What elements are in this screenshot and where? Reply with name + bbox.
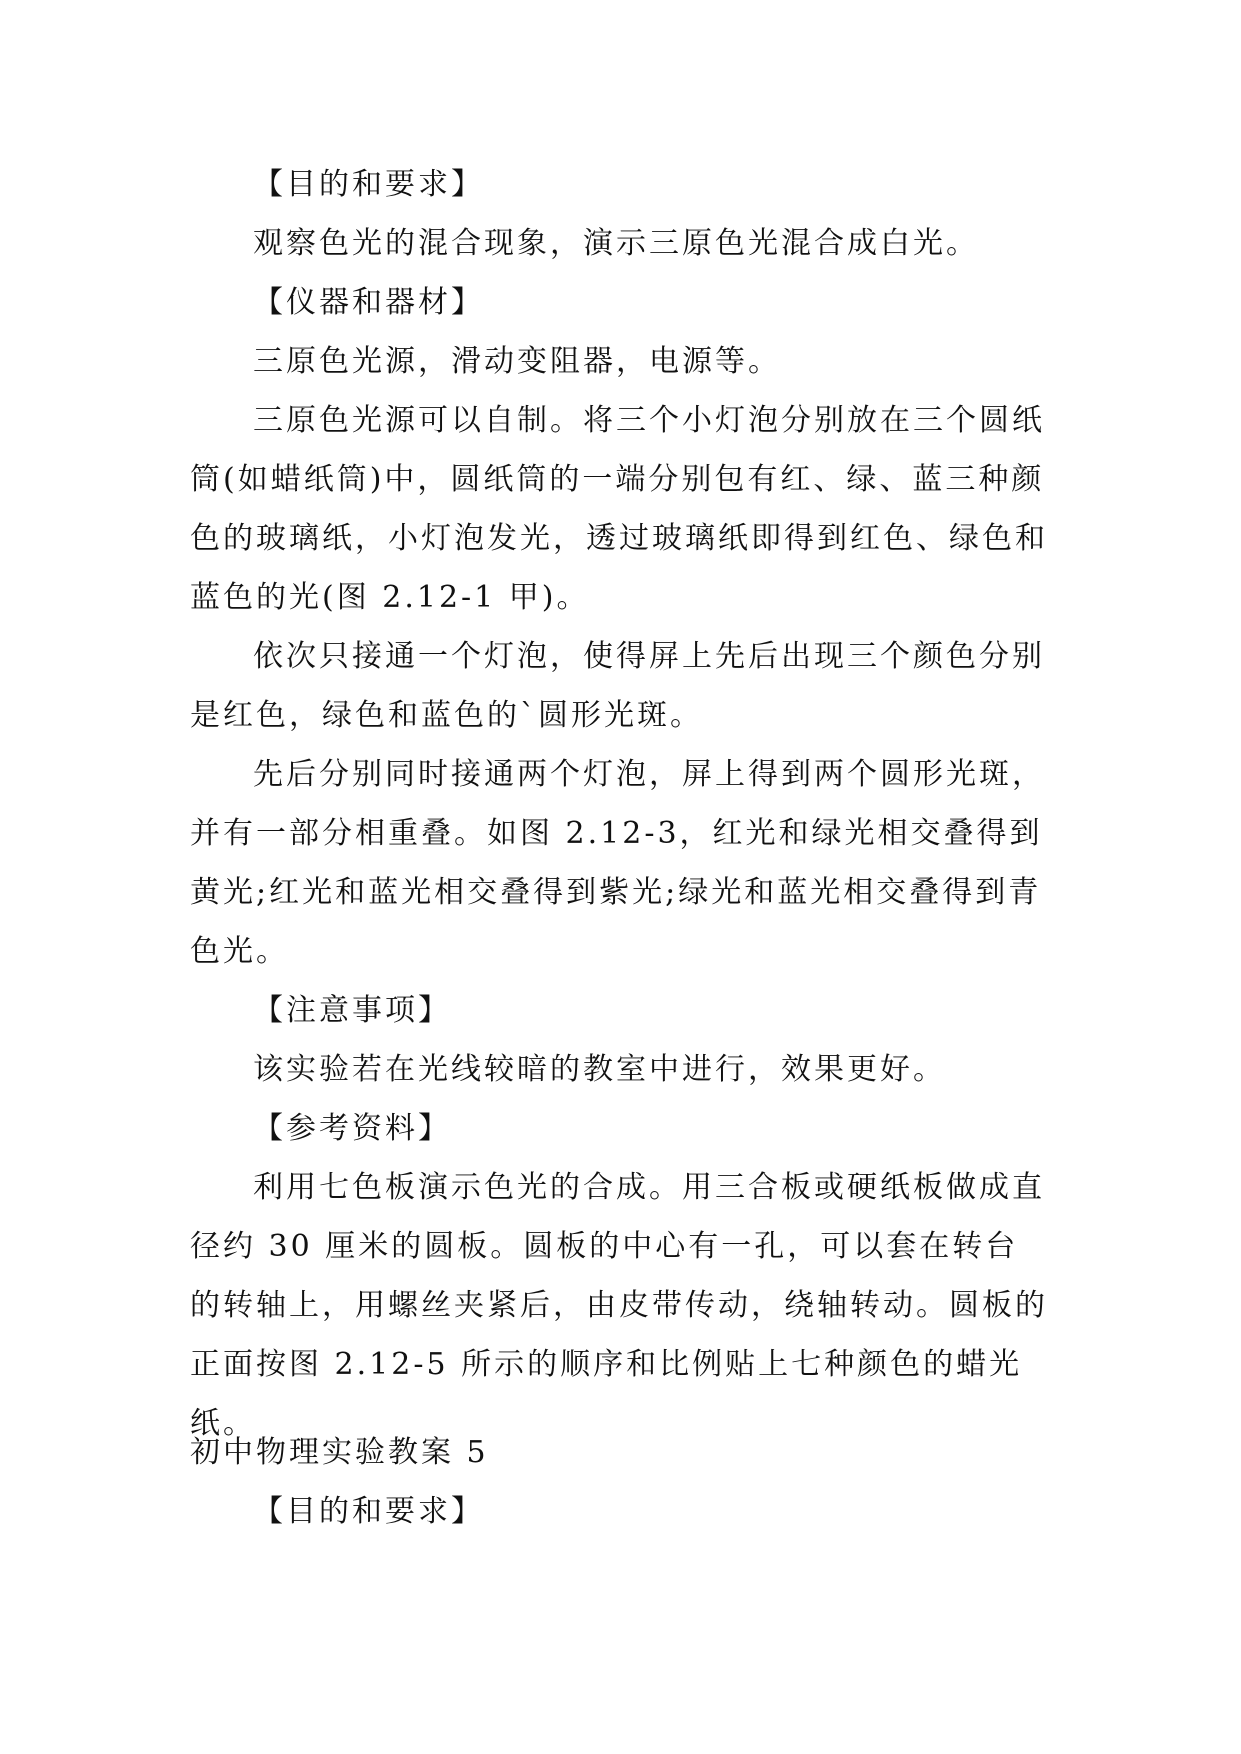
section-heading-equipment: 【仪器和器材】 — [253, 285, 484, 320]
section-heading-notes: 【注意事项】 — [253, 993, 451, 1028]
paragraph-purpose: 观察色光的混合现象，演示三原色光混合成白光。 — [253, 226, 979, 261]
section-heading-references: 【参考资料】 — [253, 1111, 451, 1146]
section-heading-purpose: 【目的和要求】 — [253, 167, 484, 202]
paragraph-single-bulb: 依次只接通一个灯泡，使得屏上先后出现三个颜色分别是红色，绿色和蓝色的`圆形光斑。 — [190, 639, 1045, 733]
section-heading-purpose-2: 【目的和要求】 — [253, 1494, 484, 1529]
paragraph-equipment-list: 三原色光源，滑动变阻器，电源等。 — [253, 344, 781, 379]
paragraph-light-source-diy: 三原色光源可以自制。将三个小灯泡分别放在三个圆纸筒(如蜡纸筒)中，圆纸筒的一端分别包有红、绿、蓝三种颜色的玻璃纸，小灯泡发光，透过玻璃纸即得到红色、绿色和蓝色的光(图 2.12-1 甲)。 — [190, 403, 1048, 615]
paragraph-references: 利用七色板演示色光的合成。用三合板或硬纸板做成直径约 30 厘米的圆板。圆板的中心有一孔，可以套在转台的转轴上，用螺丝夹紧后，由皮带传动，绕轴转动。圆板的正面按图 2.12-5 所示的顺序和比例贴上七种颜色的蜡光纸。 — [190, 1170, 1048, 1441]
lesson-title: 初中物理实验教案 5 — [190, 1435, 489, 1470]
paragraph-notes: 该实验若在光线较暗的教室中进行，效果更好。 — [253, 1052, 946, 1087]
paragraph-two-bulbs: 先后分别同时接通两个灯泡，屏上得到两个圆形光斑，并有一部分相重叠。如图 2.12-3，红光和绿光相交叠得到黄光;红光和蓝光相交叠得到紫光;绿光和蓝光相交叠得到青色光。 — [190, 757, 1045, 969]
